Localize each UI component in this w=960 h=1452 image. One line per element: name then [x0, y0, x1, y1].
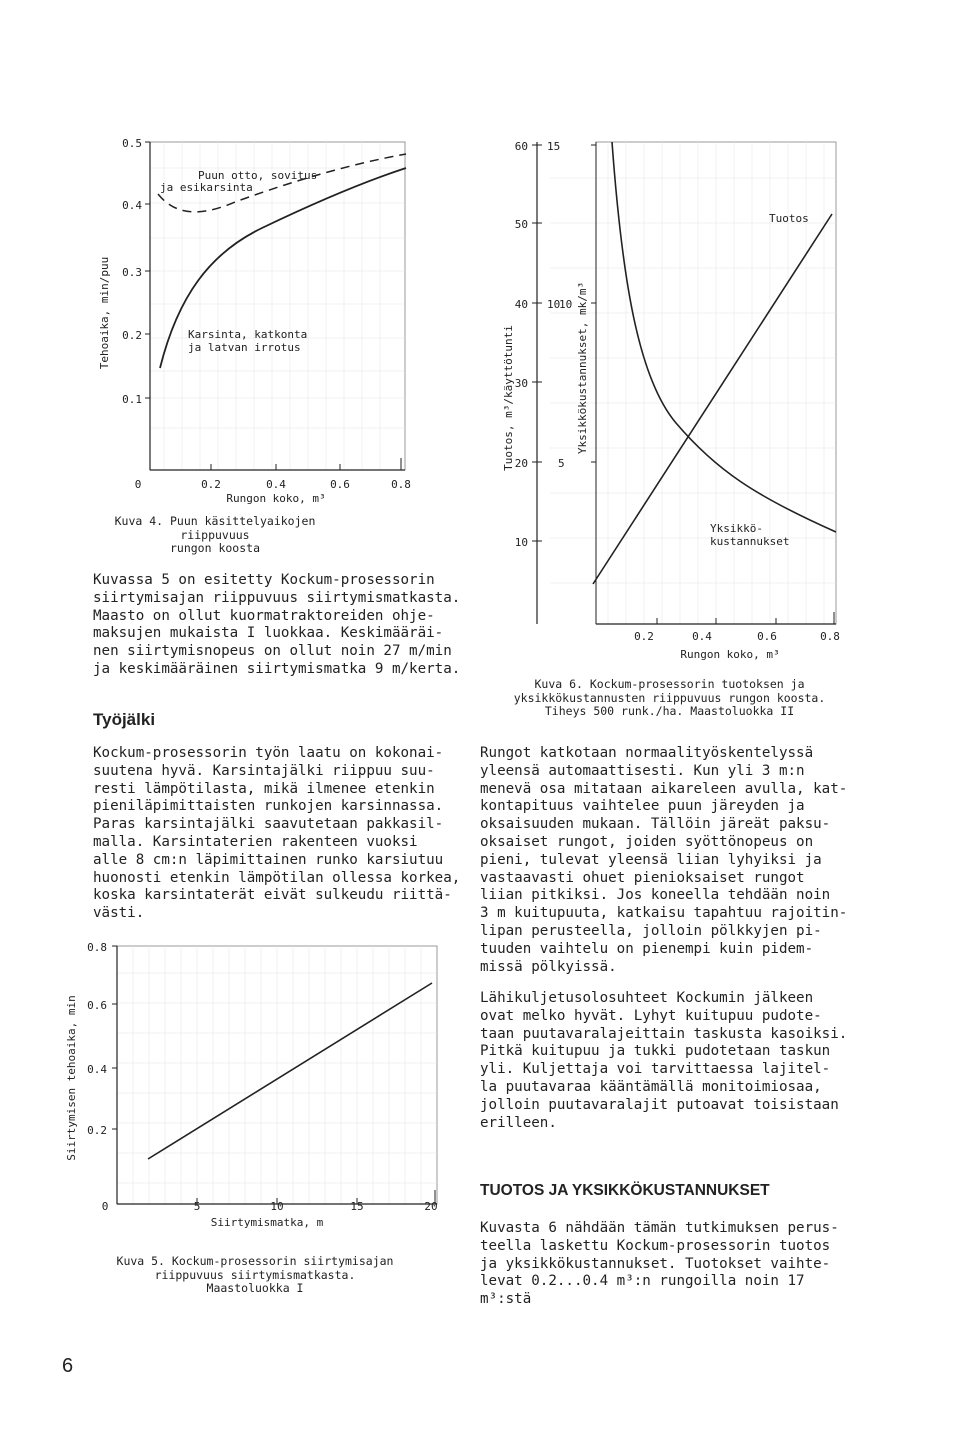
- y-tick: 0.1: [122, 393, 142, 406]
- label-cost: Yksikkö-: [710, 522, 763, 535]
- x-tick: 15: [350, 1200, 364, 1213]
- y-tick: 0.2: [87, 1124, 107, 1137]
- paragraph-lahikuljetus: Lähikuljetusolosuhteet Kockumin jälkeen ovat melko hyvät. Lyhyt kuitupuu pudote- taan puutavaralajeittain taskusta kasoiksi. Pitkä kuitupuu ja tukki pudotetaan taskun yli. Kuljettaja voi tarvittaessa lajitel- la puutavaraa kääntämällä monitoimiosaa, jolloin puutavaralajit putoavat toisistaan erilleen.: [480, 990, 848, 1131]
- curve-label: ja latvan irrotus: [188, 341, 301, 354]
- curve-label: Puun otto, sovitus: [198, 169, 318, 182]
- x-tick: 10: [270, 1200, 284, 1213]
- figure-5-chart: [55, 928, 455, 1233]
- x-tick: 0.4: [266, 478, 286, 491]
- left-tick: 30: [514, 377, 528, 390]
- label-tuotos: Tuotos: [769, 212, 809, 225]
- paragraph-rungot-katkotaan: Rungot katkotaan normaalityöskentelyssä yleensä automaattisesti. Kun yli 3 m:n menevä osa mitataan aikareleen avulla, kat- kontapituus vaihtelee puun järeyden ja oksaisuuden mukaan. Tällöin järeät paksu- oksaiset rungot, joiden syöttönopeus on pieni, tulevat yleensä liian lyhyiksi ja vastaavasti ohuet pienioksaiset rungot liian pitkiksi. Jos koneella tehdään noin 3 m kuitupuuta, katkaisu tapahtuu rajoitin- lipan perusteella, jolloin pölkkyjen pi- tuuden vaihtelu on pienempi kuin pidem- missä pölkyissä.: [480, 745, 848, 975]
- y-axis-label: Siirtymisen tehoaika, min: [65, 995, 78, 1161]
- line-siirtymisaika: [148, 983, 432, 1159]
- y-tick: 0.8: [87, 941, 107, 954]
- y-tick: 0.3: [122, 266, 142, 279]
- figure-4-chart: [90, 128, 430, 513]
- right-tick: 5: [558, 457, 565, 470]
- left-tick: 10: [514, 536, 528, 549]
- x-axis-label: Siirtymismatka, m: [210, 1216, 324, 1229]
- heading-tuotos-ja-yksikkokustannukset: TUOTOS JA YKSIKKÖKUSTANNUKSET: [480, 1182, 770, 1199]
- y-tick: 0.5: [122, 137, 142, 150]
- curve-label: Karsinta, katkonta: [188, 328, 308, 341]
- page-number: 6: [62, 1355, 74, 1377]
- label-cost: kustannukset: [710, 535, 790, 548]
- x-tick: 20: [424, 1200, 438, 1213]
- figure-6-caption: Kuva 6. Kockum-prosessorin tuotoksen ja yksikkökustannusten riippuvuus rungon koosta. Tiheys 500 runk./ha. Maastoluokka II: [513, 677, 826, 718]
- x-tick: 0.6: [757, 630, 777, 643]
- left-tick: 40: [514, 298, 528, 311]
- x-tick: 0.8: [820, 630, 840, 643]
- right-unit: 10: [559, 298, 573, 311]
- x-axis-label: Rungon koko, m³: [680, 648, 780, 661]
- right-tick: 10: [547, 298, 561, 311]
- figure-6-chart: [490, 128, 870, 668]
- x-axis-label: Rungon koko, m³: [226, 492, 326, 505]
- heading-tyojalki: Työjälki: [93, 710, 156, 729]
- x-tick: 0.2: [634, 630, 654, 643]
- paragraph-kuvasta-6: Kuvasta 6 nähdään tämän tutkimuksen perus- teella laskettu Kockum-prosessorin tuotos ja yksikkökustannukset. Tuotokset vaihte- levat 0.2...0.4 m³:n rungoilla noin 17 m³:stä: [480, 1220, 839, 1308]
- y-tick: 0.6: [87, 999, 107, 1012]
- right-axis-label: Yksikkökustannukset, mk/m³: [576, 281, 589, 455]
- y-tick: 0.2: [122, 329, 142, 342]
- x-tick: 0.2: [201, 478, 221, 491]
- right-tick: 15: [547, 140, 561, 153]
- left-axis-label: Tuotos, m³/käyttötunti: [502, 325, 515, 471]
- figure-5-caption: Kuva 5. Kockum-prosessorin siirtymisajan riippuvuus siirtymismatkasta. Maastoluokka I: [116, 1254, 394, 1295]
- x-tick: 0: [134, 478, 142, 491]
- figure-4-caption: Kuva 4. Puun käsittelyaikojen riippuvuus rungon koosta: [114, 514, 316, 555]
- y-axis-label: Tehoaika, min/puu: [98, 256, 111, 370]
- x-tick: 0: [101, 1200, 109, 1213]
- curve-yksikkokustannukset: [612, 142, 836, 532]
- x-tick: 0.8: [391, 478, 411, 491]
- left-tick: 60: [514, 140, 528, 153]
- x-tick: 0.4: [692, 630, 712, 643]
- x-tick: 0.6: [330, 478, 350, 491]
- left-tick: 20: [514, 457, 528, 470]
- paragraph-tyon-laatu: Kockum-prosessorin työn laatu on kokonai- suutena hyvä. Karsintajälki riippuu suu- resti lämpötilasta, mikä ilmenee etenkin pieniläpimittaisten runkojen karsinnassa. Paras karsintajälki saavutetaan pakkasil- malla. Karsintaterien rakenteen vuoksi alle 8 cm:n läpimittainen runko karsiutuu huonosti etenkin lämpötilan ollessa korkea, koska karsintaterät eivät sulkeudu riittä- västi.: [93, 745, 461, 922]
- curve-label: ja esikarsinta: [160, 181, 253, 194]
- y-tick: 0.4: [87, 1063, 107, 1076]
- paragraph-kuvassa-5: Kuvassa 5 on esitetty Kockum-prosessorin siirtymisajan riippuvuus siirtymismatkasta. Maasto on ollut kuormatraktoreiden ohje- maksujen mukaista I luokkaa. Keskimääräi- nen siirtymisnopeus on ollut noin 27 m/min ja keskimääräinen siirtymismatka 9 m/kerta.: [93, 572, 461, 677]
- y-tick: 0.4: [122, 199, 142, 212]
- left-tick: 50: [514, 218, 528, 231]
- x-tick: 5: [193, 1200, 201, 1213]
